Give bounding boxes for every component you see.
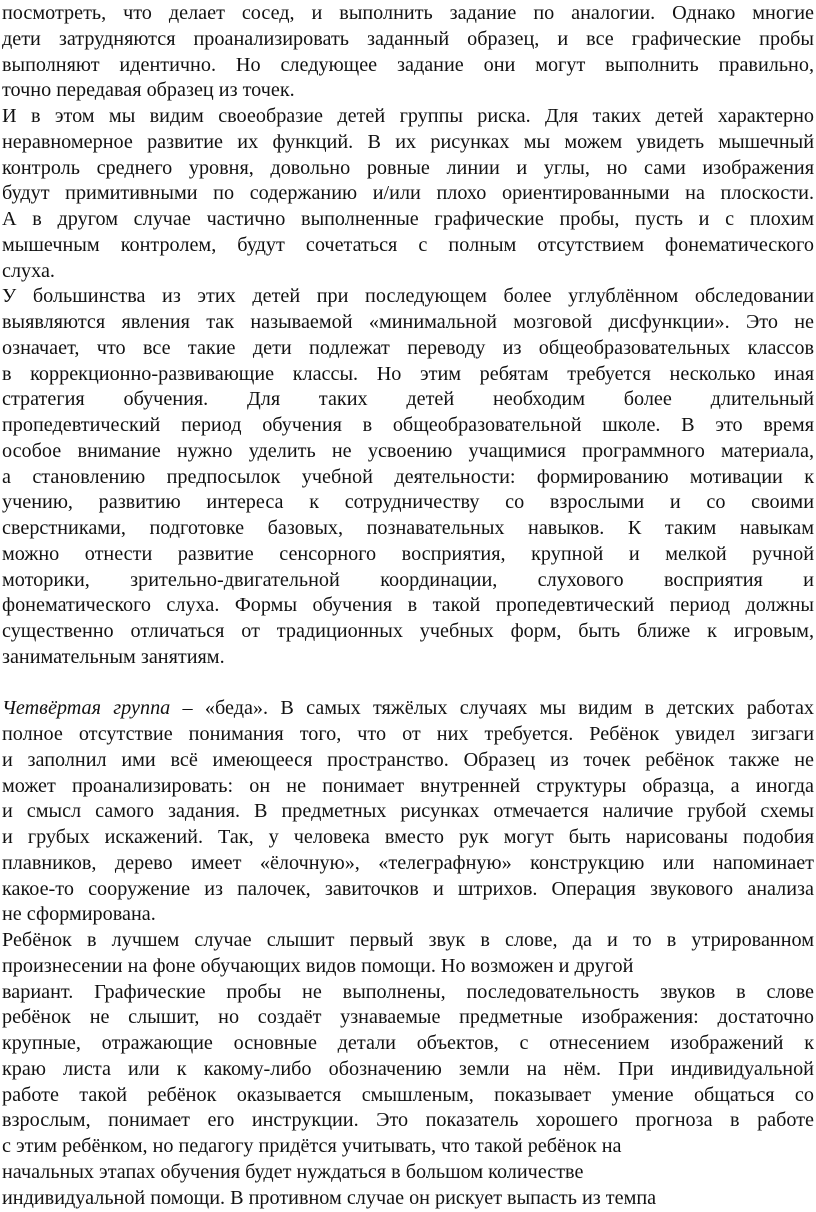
text-line — [2, 774, 814, 800]
text-line — [2, 542, 814, 568]
text-line — [2, 877, 814, 903]
text-line — [2, 387, 814, 413]
text-line — [2, 619, 814, 645]
line-text: фонематического слуха. Формы обучения в такой пропедевтический период должны — [2, 594, 814, 617]
text-line — [2, 980, 814, 1006]
line-text: посмотреть, что делает сосед, и выполнить задание по аналогии. Однако многие — [2, 2, 814, 24]
line-text: выявляются явления так называемой «минимальной мозговой дисфункции». Это не — [2, 311, 814, 333]
line-text: точно передавая образец из точек. — [2, 79, 295, 102]
text-line — [2, 1, 814, 27]
line-text: вариант. Графические пробы не выполнены, последовательность звуков в слове — [2, 980, 814, 1003]
text-line — [2, 1031, 814, 1057]
text-line — [2, 233, 814, 259]
text-line — [2, 568, 814, 594]
text-line — [2, 207, 814, 233]
text-line — [2, 1057, 814, 1083]
text-line — [2, 1083, 814, 1109]
text-line — [2, 490, 814, 516]
line-text: моторики, зрительно-двигательной координации, слухового восприятия и — [2, 568, 814, 591]
line-text: можно отнести развитие сенсорного восприятия, крупной и мелкой ручной — [2, 542, 814, 565]
line-text: существенно отличаться от традиционных учебных форм, быть ближе к игровым, — [2, 620, 814, 642]
line-text: какое-то сооружение из палочек, завиточков и штрихов. Операция звукового анализа — [2, 877, 814, 900]
text-line — [2, 1134, 814, 1160]
line-text: и заполнил ими всё имеющееся пространство. Образец из точек ребёнок также не — [2, 748, 814, 771]
line-text: стратегия обучения. Для таких детей необходим более длительный — [2, 388, 814, 411]
text-line — [2, 104, 814, 130]
line-text: означает, что все такие дети подлежат переводу из общеобразовательных классов — [2, 336, 814, 359]
line-text: полное отсутствие понимания того, что от них требуется. Ребёнок увидел зигзаги — [2, 723, 814, 745]
text-line — [2, 851, 814, 877]
text-line — [2, 928, 814, 954]
line-text: плавников, дерево имеет «ёлочную», «телеграфную» конструкцию или напоминает — [2, 851, 814, 874]
line-text: взрослым, понимает его инструкции. Это показатель хорошего прогноза в работе — [2, 1109, 814, 1132]
text-line — [2, 336, 814, 362]
line-text: крупные, отражающие основные детали объектов, с отнесением изображений к — [2, 1032, 814, 1054]
line-text: особое внимание нужно уделить не усвоению учащимися программного материала, — [2, 439, 814, 462]
line-text: И в этом мы видим своеобразие детей группы риска. Для таких детей характерно — [2, 105, 814, 127]
text-line — [2, 181, 814, 207]
line-text: занимательным занятиям. — [2, 645, 225, 668]
text-line — [2, 439, 814, 465]
line-text: не сформирована. — [2, 903, 156, 926]
line-text: произнесении на фоне обучающих видов помощи. Но возможен и другой — [2, 954, 634, 977]
line-text: выполняют идентично. Но следующее задание они могут выполнить правильно, — [2, 53, 814, 76]
text-line — [2, 825, 814, 851]
text-line — [2, 671, 814, 697]
line-text: – «беда». В самых тяжёлых случаях мы видим в детских работах — [170, 697, 814, 720]
text-line — [2, 413, 814, 439]
line-text: У большинства из этих детей при последующем более углублённом обследовании — [2, 285, 814, 308]
line-text: может проанализировать: он не понимает внутренней структуры образца, а иногда — [2, 774, 814, 797]
line-text: контроль среднего уровня, довольно ровные линии и углы, но сами изображения — [2, 156, 814, 179]
text-line — [2, 259, 814, 285]
line-text: и смысл самого задания. В предметных рисунках отмечается наличие грубой схемы — [2, 800, 814, 823]
line-text: начальных этапах обучения будет нуждаться в большом количестве — [2, 1160, 584, 1183]
text-line — [2, 1005, 814, 1031]
line-text: слуха. — [2, 259, 55, 282]
line-text: будут примитивными по содержанию и/или плохо ориентированными на плоскости. — [2, 182, 814, 205]
line-text: ребёнок не слышит, но создаёт узнаваемые предметные изображения: достаточно — [2, 1006, 814, 1029]
line-text: А в другом случае частично выполненные графические пробы, пусть и с плохим — [2, 208, 814, 230]
line-text: пропедевтический период обучения в общеобразовательной школе. В это время — [2, 414, 814, 436]
text-line — [2, 156, 814, 182]
line-text: в коррекционно-развивающие классы. Но этим ребятам требуется несколько иная — [2, 362, 814, 385]
line-text: работе такой ребёнок оказывается смышленым, показывает умение общаться со — [2, 1083, 814, 1106]
line-text: а становлению предпосылок учебной деятельности: формированию мотивации к — [2, 465, 814, 488]
text-line — [2, 516, 814, 542]
text-line — [2, 1186, 814, 1212]
line-text: мышечным контролем, будут сочетаться с полным отсутствием фонематического — [2, 233, 814, 256]
line-text: учению, развитию интереса к сотрудничеству со взрослыми и со своими — [2, 491, 814, 514]
line-text: краю листа или к какому-либо обозначению земли на нём. При индивидуальной — [2, 1057, 814, 1080]
text-line — [2, 696, 814, 722]
text-line — [2, 748, 814, 774]
line-text: индивидуальной помощи. В противном случае он рискует выпасть из темпа — [2, 1186, 657, 1209]
text-line — [2, 465, 814, 491]
text-line — [2, 722, 814, 748]
text-line — [2, 27, 814, 53]
line-text: с этим ребёнком, но педагогу придётся учитывать, что такой ребёнок на — [2, 1135, 622, 1157]
line-text: сверстниками, подготовке базовых, познавательных навыков. К таким навыкам — [2, 517, 814, 539]
line-text: Ребёнок в лучшем случае слышит первый звук в слове, да и то в утрированном — [2, 929, 814, 951]
text-line — [2, 645, 814, 671]
text-line — [2, 310, 814, 336]
text-line — [2, 130, 814, 156]
line-text: неравномерное развитие их функций. В их рисунках мы можем увидеть мышечный — [2, 130, 814, 153]
text-line — [2, 1160, 814, 1186]
text-line — [2, 284, 814, 310]
text-line — [2, 78, 814, 104]
section-lead: Четвёртая группа — [2, 697, 171, 720]
text-line — [2, 902, 814, 928]
line-text: дети затрудняются проанализировать заданный образец, и все графические пробы — [2, 27, 814, 50]
text-line — [2, 593, 814, 619]
text-line — [2, 799, 814, 825]
line-text: и грубых искажений. Так, у человека вместо рук могут быть нарисованы подобия — [2, 826, 814, 848]
text-line — [2, 53, 814, 79]
text-line — [2, 1108, 814, 1134]
text-line — [2, 362, 814, 388]
text-line — [2, 954, 814, 980]
